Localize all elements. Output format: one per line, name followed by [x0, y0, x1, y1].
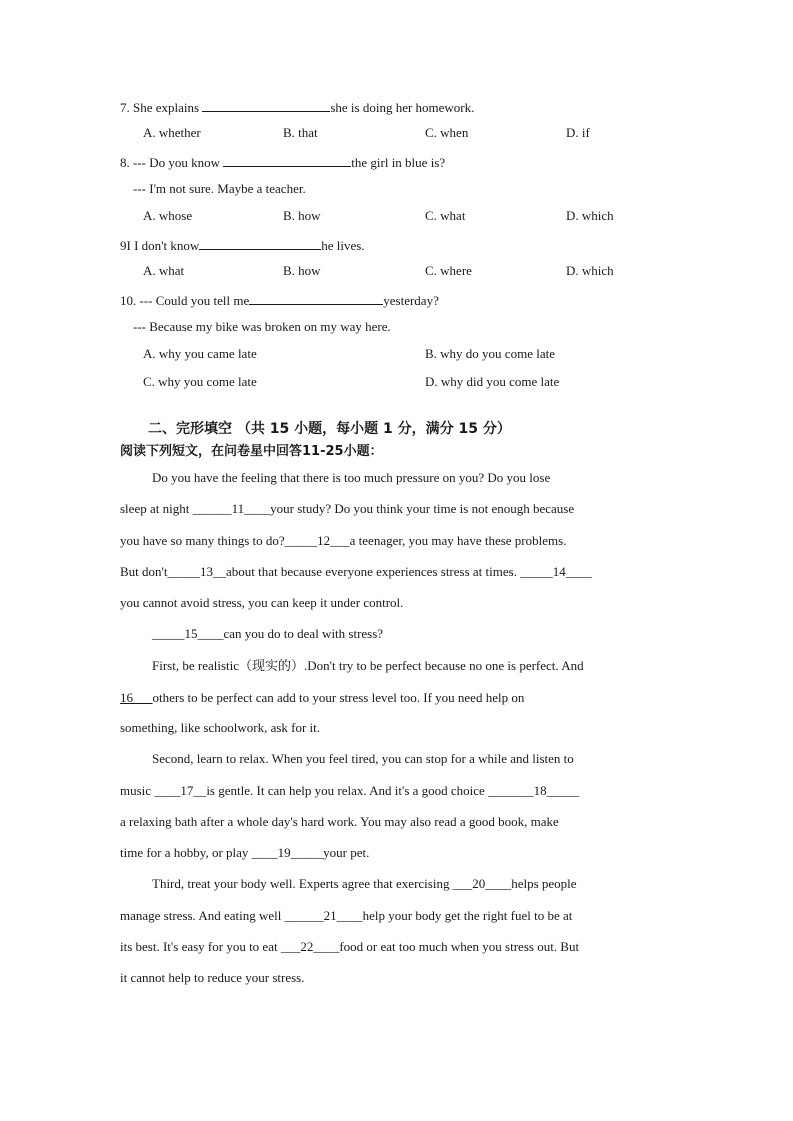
gap-14: _____14____ [520, 564, 592, 579]
question-7 [120, 98, 474, 116]
passage-text: sleep at night [120, 501, 193, 516]
gap-16: 16___ [120, 690, 153, 705]
passage-text: can you do to deal with stress? [223, 626, 384, 641]
answer-blank-9 [199, 236, 321, 250]
option-7a: A. whether [143, 125, 201, 140]
option-9a: A. what [143, 263, 185, 278]
passage-text: your study? Do you think your time is not enough because [270, 501, 575, 516]
option-9d: D. which [566, 263, 614, 278]
question-10 [120, 291, 439, 309]
passage-text: Third, treat your body well. Experts agree that exercising [152, 876, 453, 891]
passage-text: music [120, 783, 155, 798]
passage-line-15 [120, 908, 676, 924]
gap-21: ______21____ [284, 908, 363, 923]
section-instruction: 阅读下列短文，在问卷星中回答11-25小题： [120, 444, 383, 459]
passage-text: food or eat too much when you stress out. But [339, 939, 580, 954]
option-8a: A. whose [143, 208, 193, 223]
option-8d: D. which [566, 208, 614, 223]
passage-line-10: Second, learn to relax. When you feel tired, you can stop for a while and listen to [152, 751, 574, 766]
passage-text: manage stress. And eating well [120, 908, 285, 923]
question-8-reply: --- I'm not sure. Maybe a teacher. [133, 181, 306, 196]
option-9b: B. how [283, 263, 321, 278]
passage-line-9: something, like schoolwork, ask for it. [120, 720, 321, 735]
answer-blank-8 [223, 153, 351, 167]
option-10c: C. why you come late [143, 374, 257, 389]
passage-line-6 [120, 626, 676, 642]
gap-17: ____17__ [154, 783, 207, 798]
passage-line-16 [120, 939, 676, 955]
option-10b: B. why do you come late [425, 346, 555, 361]
gap-19: ____19_____ [251, 845, 324, 860]
option-10a: A. why you came late [143, 346, 257, 361]
question-9-suffix: he lives. [321, 238, 365, 253]
gap-18: _______18_____ [488, 783, 580, 798]
passage-line-8 [120, 690, 676, 706]
gap-11: ______11____ [192, 501, 271, 516]
passage-line-2 [120, 501, 676, 517]
passage-line-14 [120, 876, 676, 892]
question-8 [120, 153, 445, 171]
passage-text: others to be perfect can add to your stress level too. If you need help on [152, 690, 525, 705]
section-heading: 二、完形填空 （共 15 小题，每小题 1 分，满分 15 分） [148, 421, 511, 437]
answer-blank-7 [202, 98, 330, 112]
passage-line-11 [120, 783, 676, 799]
question-9 [120, 236, 365, 254]
gap-13: _____13__ [167, 564, 226, 579]
passage-text: time for a hobby, or play [120, 845, 252, 860]
question-8-suffix: the girl in blue is? [351, 155, 446, 170]
passage-text: helps people [511, 876, 577, 891]
answer-blank-10 [249, 291, 383, 305]
option-8b: B. how [283, 208, 321, 223]
passage-text: you have so many things to do? [120, 533, 285, 548]
question-8-prefix: 8. --- Do you know [120, 155, 221, 170]
option-9c: C. where [425, 263, 472, 278]
option-10d: D. why did you come late [425, 374, 560, 389]
passage-text: your pet. [323, 845, 370, 860]
passage-line-13 [120, 845, 676, 861]
option-8c: C. what [425, 208, 466, 223]
question-7-suffix: she is doing her homework. [330, 100, 475, 115]
passage-text: its best. It's easy for you to eat [120, 939, 281, 954]
gap-15: _____15____ [152, 626, 224, 641]
passage-line-1: Do you have the feeling that there is too much pressure on you? Do you lose [152, 470, 551, 485]
option-7d: D. if [566, 125, 590, 140]
passage-text: is gentle. It can help you relax. And it's a good choice [206, 783, 489, 798]
option-7b: B. that [283, 125, 318, 140]
question-7-prefix: 7. She explains [120, 100, 200, 115]
question-9-prefix: 9I I don't know [120, 238, 200, 253]
passage-text: a teenager, you may have these problems. [349, 533, 567, 548]
passage-line-12: a relaxing bath after a whole day's hard work. You may also read a good book, make [120, 814, 559, 829]
gap-20: ___20____ [452, 876, 512, 891]
gap-22: ___22____ [280, 939, 340, 954]
question-10-prefix: 10. --- Could you tell me [120, 293, 250, 308]
passage-line-4 [120, 564, 676, 580]
passage-line-7: First, be realistic（现实的）.Don't try to be perfect because no one is perfect. And [152, 658, 584, 673]
question-10-reply: --- Because my bike was broken on my way here. [133, 319, 391, 334]
passage-line-17: it cannot help to reduce your stress. [120, 970, 305, 985]
passage-line-5: you cannot avoid stress, you can keep it under control. [120, 595, 404, 610]
question-10-suffix: yesterday? [383, 293, 439, 308]
passage-line-3 [120, 533, 676, 549]
passage-text: about that because everyone experiences stress at times. [226, 564, 521, 579]
gap-12: _____12___ [284, 533, 350, 548]
passage-text: But don't [120, 564, 168, 579]
option-7c: C. when [425, 125, 469, 140]
passage-text: help your body get the right fuel to be at [362, 908, 573, 923]
